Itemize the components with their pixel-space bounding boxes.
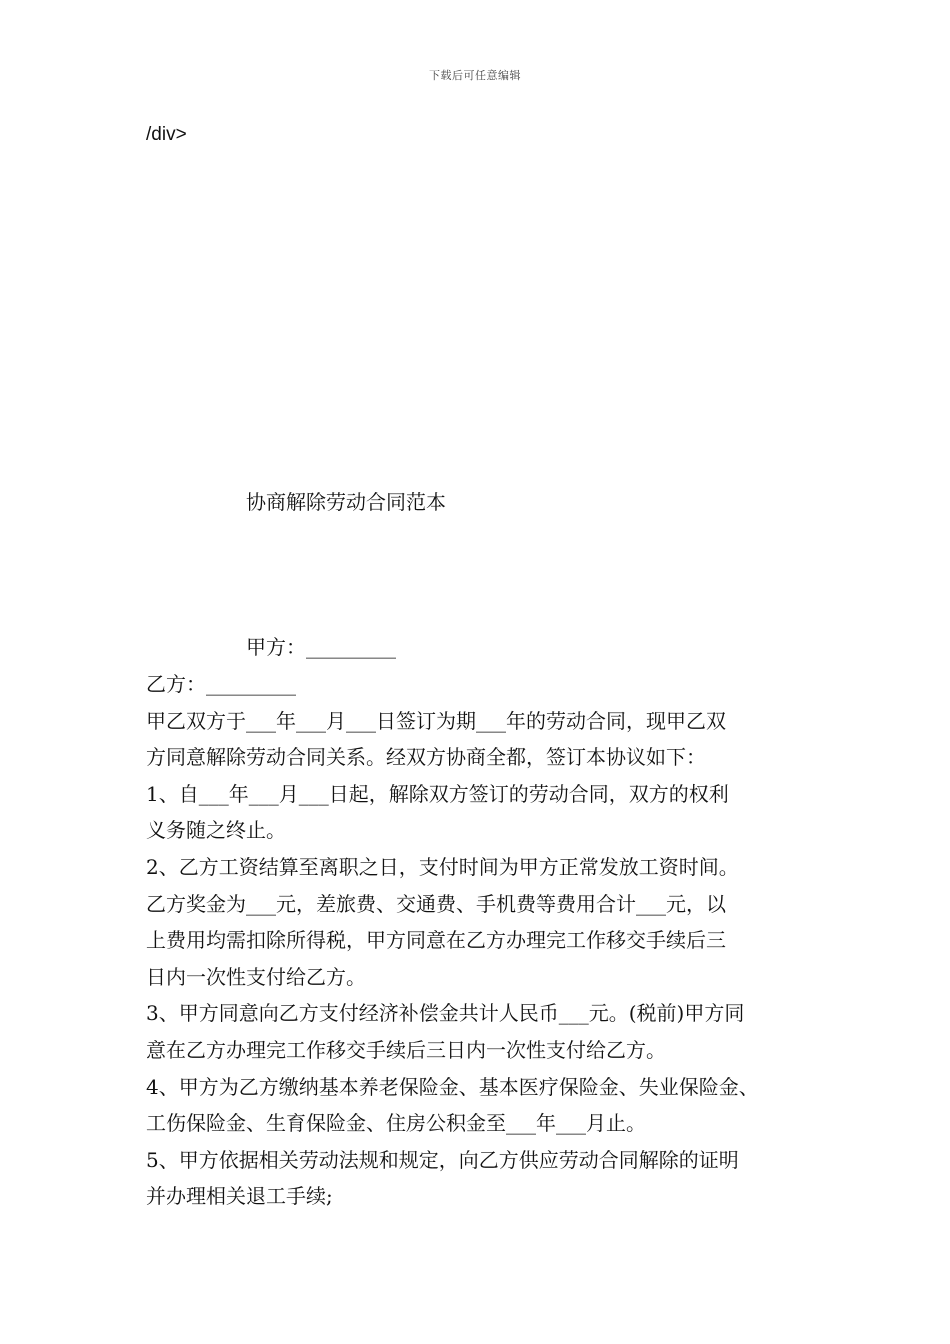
body-line: 意在乙方办理完工作移交手续后三日内一次性支付给乙方。 [146, 1037, 666, 1062]
body-line: 5、甲方依据相关劳动法规和规定，向乙方供应劳动合同解除的证明 [146, 1147, 739, 1172]
party-a-line: 甲方：_________ [246, 635, 396, 659]
body-line: 日内一次性支付给乙方。 [146, 964, 366, 989]
document-title: 协商解除劳动合同范本 [246, 490, 446, 514]
body-line: 3、甲方同意向乙方支付经济补偿金共计人民币___元。(税前)甲方同 [146, 1001, 745, 1026]
body-line: 乙方奖金为___元，差旅费、交通费、手机费等费用合计___元，以 [146, 891, 726, 916]
page-header-note: 下载后可任意编辑 [429, 69, 521, 82]
body-line: 2、乙方工资结算至离职之日，支付时间为甲方正常发放工资时间。 [146, 854, 739, 879]
body-line: 并办理相关退工手续; [146, 1184, 333, 1209]
body-line: 义务随之终止。 [146, 818, 286, 843]
body-line: 上费用均需扣除所得税，甲方同意在乙方办理完工作移交手续后三 [146, 928, 726, 953]
body-line: 4、甲方为乙方缴纳基本养老保险金、基本医疗保险金、失业保险金、 [146, 1074, 759, 1099]
document-body [146, 666, 836, 1215]
body-line: 甲乙双方于___年___月___日签订为期___年的劳动合同，现甲乙双 [146, 708, 726, 733]
body-line: 方同意解除劳动合同关系。经双方协商全都，签订本协议如下： [146, 745, 706, 770]
body-line: 乙方：_________ [146, 672, 296, 696]
body-line: 工伤保险金、生育保险金、住房公积金至___年___月止。 [146, 1111, 646, 1136]
stray-html-tag-text: /div> [146, 124, 187, 145]
body-line: 1、自___年___月___日起，解除双方签订的劳动合同，双方的权利 [146, 781, 729, 806]
